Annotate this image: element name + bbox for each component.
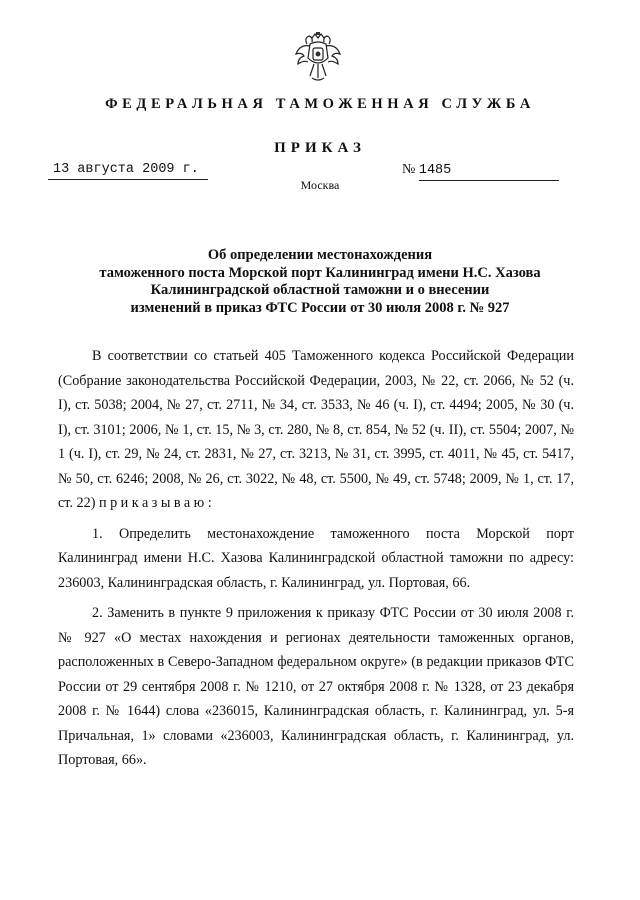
document-type-title: ПРИКАЗ (274, 140, 366, 156)
order-item-2: 2. Заменить в пункте 9 приложения к приказу ФТС России от 30 июля 2008 г. № 927 «О местах нахождения и регионах деятельности таможенных органов, расположенных в Северо-Западном федеральном округе» (в редакции приказов ФТС России от 29 сентября 2008 г. № 1210, от 27 октября 2008 г. № 1328, от 23 декабря 2008 г. № 1644) слова «236015, Калининградская область, г. Калининград, ул. 5-я Причальная, 1» словами «236003, Калининградская область, г. Калининград, ул. Портовая, 66». (58, 605, 574, 768)
number-sign: № (402, 162, 416, 177)
city-name: Москва (300, 178, 340, 192)
double-headed-eagle-icon (294, 30, 342, 86)
agency-name: ФЕДЕРАЛЬНАЯ ТАМОЖЕННАЯ СЛУЖБА (105, 96, 535, 112)
preamble-paragraph (58, 344, 574, 516)
order-date: 13 августа 2009 г. (48, 161, 208, 180)
order-number: 1485 (419, 162, 559, 181)
order-subject (70, 247, 570, 317)
order-word: приказываю: (98, 495, 216, 511)
subject-line: таможенного поста Морской порт Калининград имени Н.С. Хазова (99, 264, 541, 281)
subject-line: изменений в приказ ФТС России от 30 июля 2008 г. № 927 (130, 299, 510, 316)
subject-line: Калининградской областной таможни и о внесении (150, 282, 490, 298)
order-item-1: 1. Определить местонахождение таможенного поста Морской порт Калининград имени Н.С. Хазова Калининградской областной таможни по адресу: 236003, Калининградская область, г. Калининград, ул. Портовая, 66. (58, 525, 574, 591)
preamble-text: В соответствии со статьей 405 Таможенного кодекса Российской Федерации (Собрание законодательства Российской Федерации, 2003, № 22, ст. 2066, № 52 (ч. I), ст. 5038; 2004, № 27, ст. 2711, № 34, ст. 3533, № 46 (ч. I), ст. 4494; 2005, № 30 (ч. I), ст. 3101; 2006, № 1, ст. 15, № 3, ст. 280, № 8, ст. 854, № 52 (ч. II), ст. 5504; 2007, № 1 (ч. I), ст. 29, № 24, ст. 2831, № 27, ст. 3213, № 31, ст. 3995, ст. 4011, № 45, ст. 5417, № 50, ст. 6246; 2008, № 26, ст. 3022, № 48, ст. 5500, № 49, ст. 5748; 2009, № 1, ст. 17, ст. 22) (58, 348, 574, 511)
subject-line: Об определении местонахождения (207, 247, 433, 263)
order-body (58, 344, 574, 779)
